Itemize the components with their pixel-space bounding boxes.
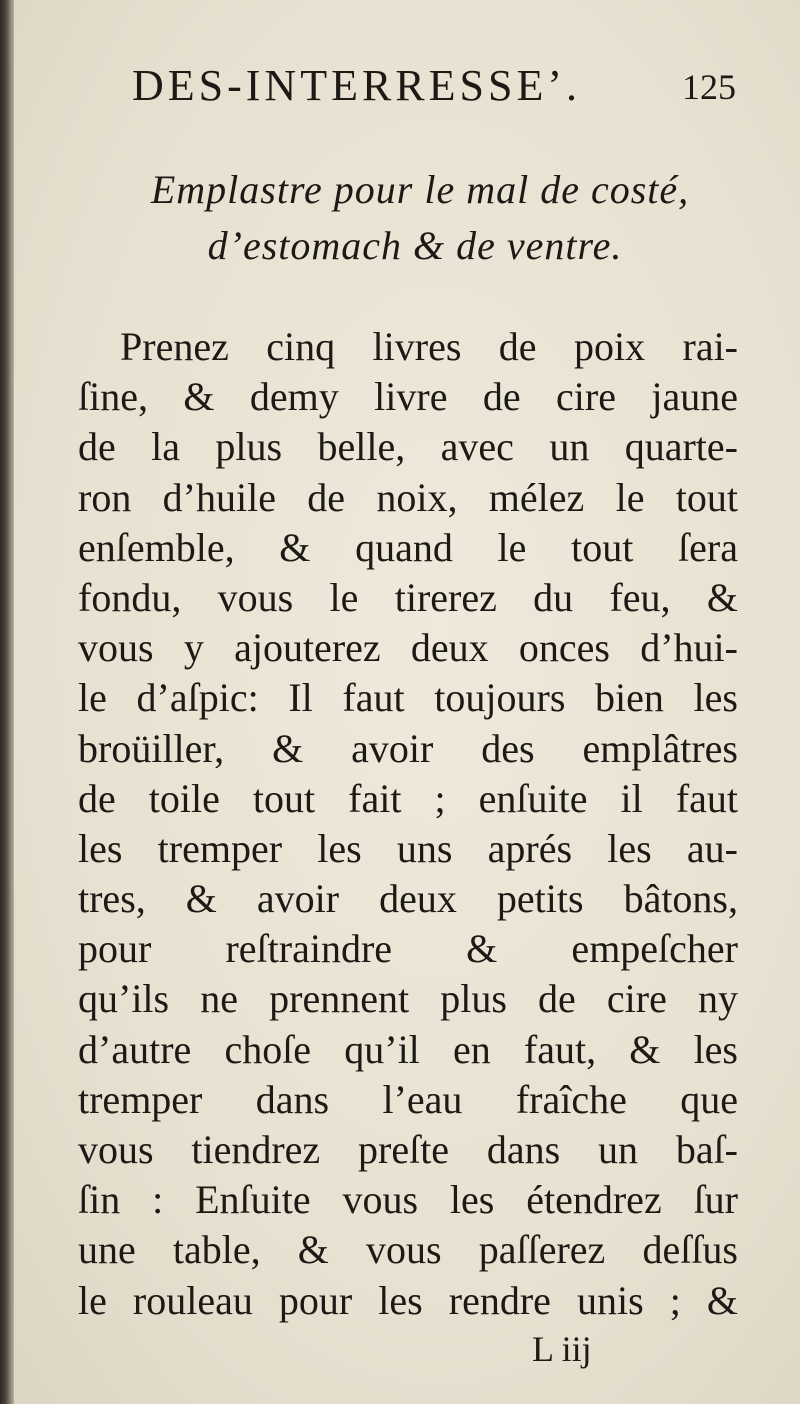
text-line: fondu, vous le tirerez du feu, & — [78, 574, 738, 620]
text-line: ſine, & demy livre de cire jaune — [78, 374, 738, 420]
text-line: vous tiendrez preſte dans un baſ- — [78, 1127, 738, 1172]
text-line: vous y ajouterez deux onces d’hui- — [78, 625, 738, 671]
text-line: le rouleau pour les rendre unis ; & — [78, 1277, 738, 1323]
text-line: enſemble, & quand le tout ſera — [78, 524, 738, 570]
text-line: tres, & avoir deux petits bâtons, — [78, 876, 738, 922]
text-line: ron d’huile de noix, mélez le tout — [78, 474, 738, 520]
signature-mark: L iij — [532, 1329, 592, 1369]
text-line: les tremper les uns aprés les au- — [78, 825, 738, 871]
heading-line: Emplastre pour le mal de costé, — [150, 167, 690, 212]
running-title: DES-INTERRESSE’. — [132, 61, 581, 110]
text-line: Prenez cinq livres de poix rai- — [120, 324, 738, 369]
text-line: broüiller, & avoir des emplâtres — [78, 725, 738, 771]
text-line: ſin : Enſuite vous les étendrez ſur — [78, 1177, 738, 1223]
text-line: de la plus belle, avec un quarte- — [78, 424, 738, 470]
body-paragraph — [78, 322, 738, 1326]
text-line: qu’ils ne prennent plus de cire ny — [78, 976, 738, 1022]
page-number: 125 — [682, 67, 736, 107]
text-line: le d’aſpic: Il faut toujours bien les — [78, 675, 738, 721]
text-line: une table, & vous paſſerez deſſus — [78, 1227, 738, 1273]
text-line: d’autre choſe qu’il en faut, & les — [78, 1026, 738, 1072]
section-heading — [0, 162, 800, 274]
text-line: tremper dans l’eau fraîche que — [78, 1076, 738, 1122]
text-line: de toile tout fait ; enſuite il faut — [78, 775, 738, 821]
text-line: pour reſtraindre & empeſcher — [78, 926, 738, 972]
heading-line: d’estomach & de ventre. — [207, 223, 623, 268]
running-head — [0, 60, 800, 130]
